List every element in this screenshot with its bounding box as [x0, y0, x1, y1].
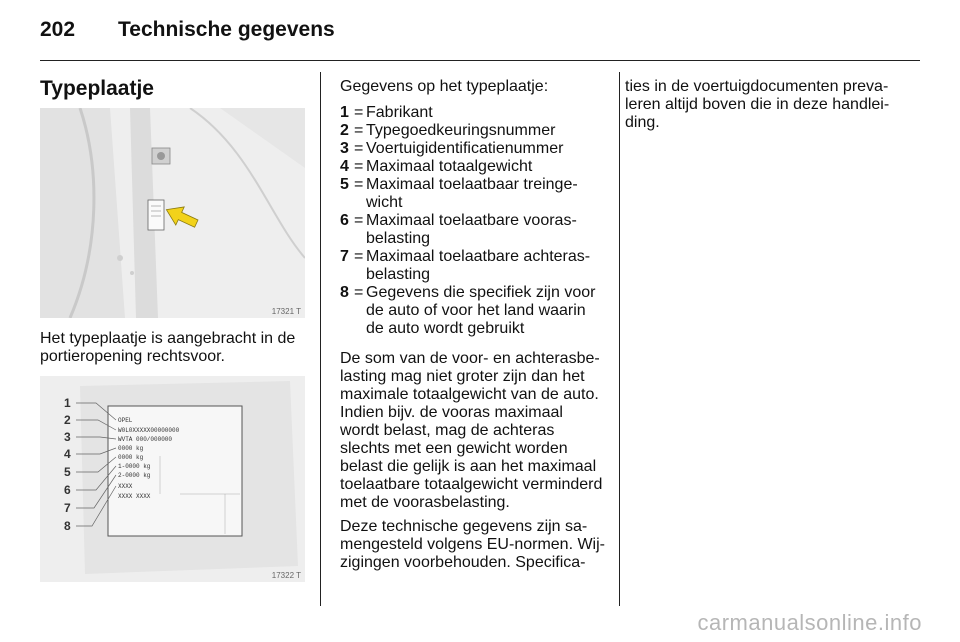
plate-line: 0000 kg [118, 454, 144, 461]
column-divider-1 [320, 72, 321, 606]
location-paragraph: Het typeplaatje is aangebracht in de portieropening rechtsvoor. [40, 330, 296, 365]
callout-7: 7 [64, 501, 71, 515]
item-equals: = [354, 122, 364, 139]
plate-line: XXXX [118, 483, 133, 490]
column-2 [340, 78, 605, 572]
item-text: Gegevens die specifiek zijn voor de auto of voor het land waarin de auto wordt gebruikt [366, 284, 596, 337]
item-number: 4 [340, 158, 349, 175]
list-item [340, 284, 605, 338]
item-number: 1 [340, 104, 349, 121]
column-divider-2 [619, 72, 620, 606]
callout-8: 8 [64, 519, 71, 533]
item-number: 5 [340, 176, 349, 193]
plate-data-list [340, 104, 605, 338]
callout-labels [64, 396, 71, 533]
plate-line: W0L0XXXXX00000000 [118, 427, 180, 434]
list-item [340, 248, 605, 284]
type-plate-illustration [40, 376, 305, 582]
item-text: Maximaal toelaatbare voorasbelasting [366, 212, 577, 247]
item-text: Typegoedkeuringsnummer [366, 122, 556, 139]
callout-3: 3 [64, 430, 71, 444]
header-rule [40, 60, 920, 61]
continuation-paragraph: ties in de voertuigdocumenten prevaleren altijd boven die in deze handleiding. [625, 78, 890, 131]
plate-line: 2-0000 kg [118, 472, 151, 479]
plate-line: WVTA 000/000000 [118, 436, 173, 443]
plate-line: XXXX XXXX [118, 493, 151, 500]
list-item [340, 158, 605, 176]
list-item [340, 176, 605, 212]
item-text: Maximaal toelaatbare achterasbelasting [366, 248, 591, 283]
item-number: 7 [340, 248, 349, 265]
callout-6: 6 [64, 483, 71, 497]
column-1 [40, 78, 305, 98]
door-opening-figure [40, 108, 305, 318]
callout-5: 5 [64, 465, 71, 479]
site-watermark: carmanualsonline.info [697, 610, 922, 635]
item-equals: = [354, 158, 364, 175]
item-equals: = [354, 212, 364, 229]
axle-load-paragraph: De som van de voor- en achterasbelasting mag niet groter zijn dan het maximale totaalgewicht van de auto. Indien bijv. de vooras maximaal wordt belast, mag de achteras slechts met een gewicht worden belast die gelijk is aan het maximaal toelaatbare totaalgewicht verminderd met de voorasbelasting. [340, 350, 603, 511]
item-text: Fabrikant [366, 104, 433, 121]
list-item [340, 140, 605, 158]
item-number: 8 [340, 284, 349, 301]
figure-code: 17322 T [271, 571, 301, 580]
item-equals: = [354, 140, 364, 157]
type-plate-figure [40, 376, 305, 582]
plate-line: 0000 kg [118, 445, 144, 452]
item-text: Maximaal totaalgewicht [366, 158, 533, 175]
list-item [340, 104, 605, 122]
callout-1: 1 [64, 396, 71, 410]
item-equals: = [354, 248, 364, 265]
item-number: 3 [340, 140, 349, 157]
door-opening-illustration [40, 108, 305, 318]
plate-line: 1-0000 kg [118, 463, 151, 470]
plate-line: OPEL [118, 417, 133, 424]
item-equals: = [354, 104, 364, 121]
item-number: 2 [340, 122, 349, 139]
section-title: Typeplaatje [40, 77, 154, 100]
page-number: 202 [40, 18, 76, 41]
figure-code: 17321 T [271, 307, 301, 316]
list-item [340, 212, 605, 248]
eu-norms-paragraph: Deze technische gegevens zijn samengesteld volgens EU-normen. Wijzigingen voorbehouden. Specifica- [340, 518, 605, 571]
list-item [340, 122, 605, 140]
item-equals: = [354, 176, 364, 193]
list-intro: Gegevens op het typeplaatje: [340, 78, 549, 95]
item-text: Maximaal toelaatbaar treingewicht [366, 176, 578, 211]
item-text: Voertuigidentificatienummer [366, 140, 564, 157]
item-equals: = [354, 284, 364, 301]
page-title: Technische gegevens [118, 18, 335, 41]
column-3 [625, 78, 900, 132]
callout-2: 2 [64, 413, 71, 427]
item-number: 6 [340, 212, 349, 229]
callout-4: 4 [64, 447, 71, 461]
